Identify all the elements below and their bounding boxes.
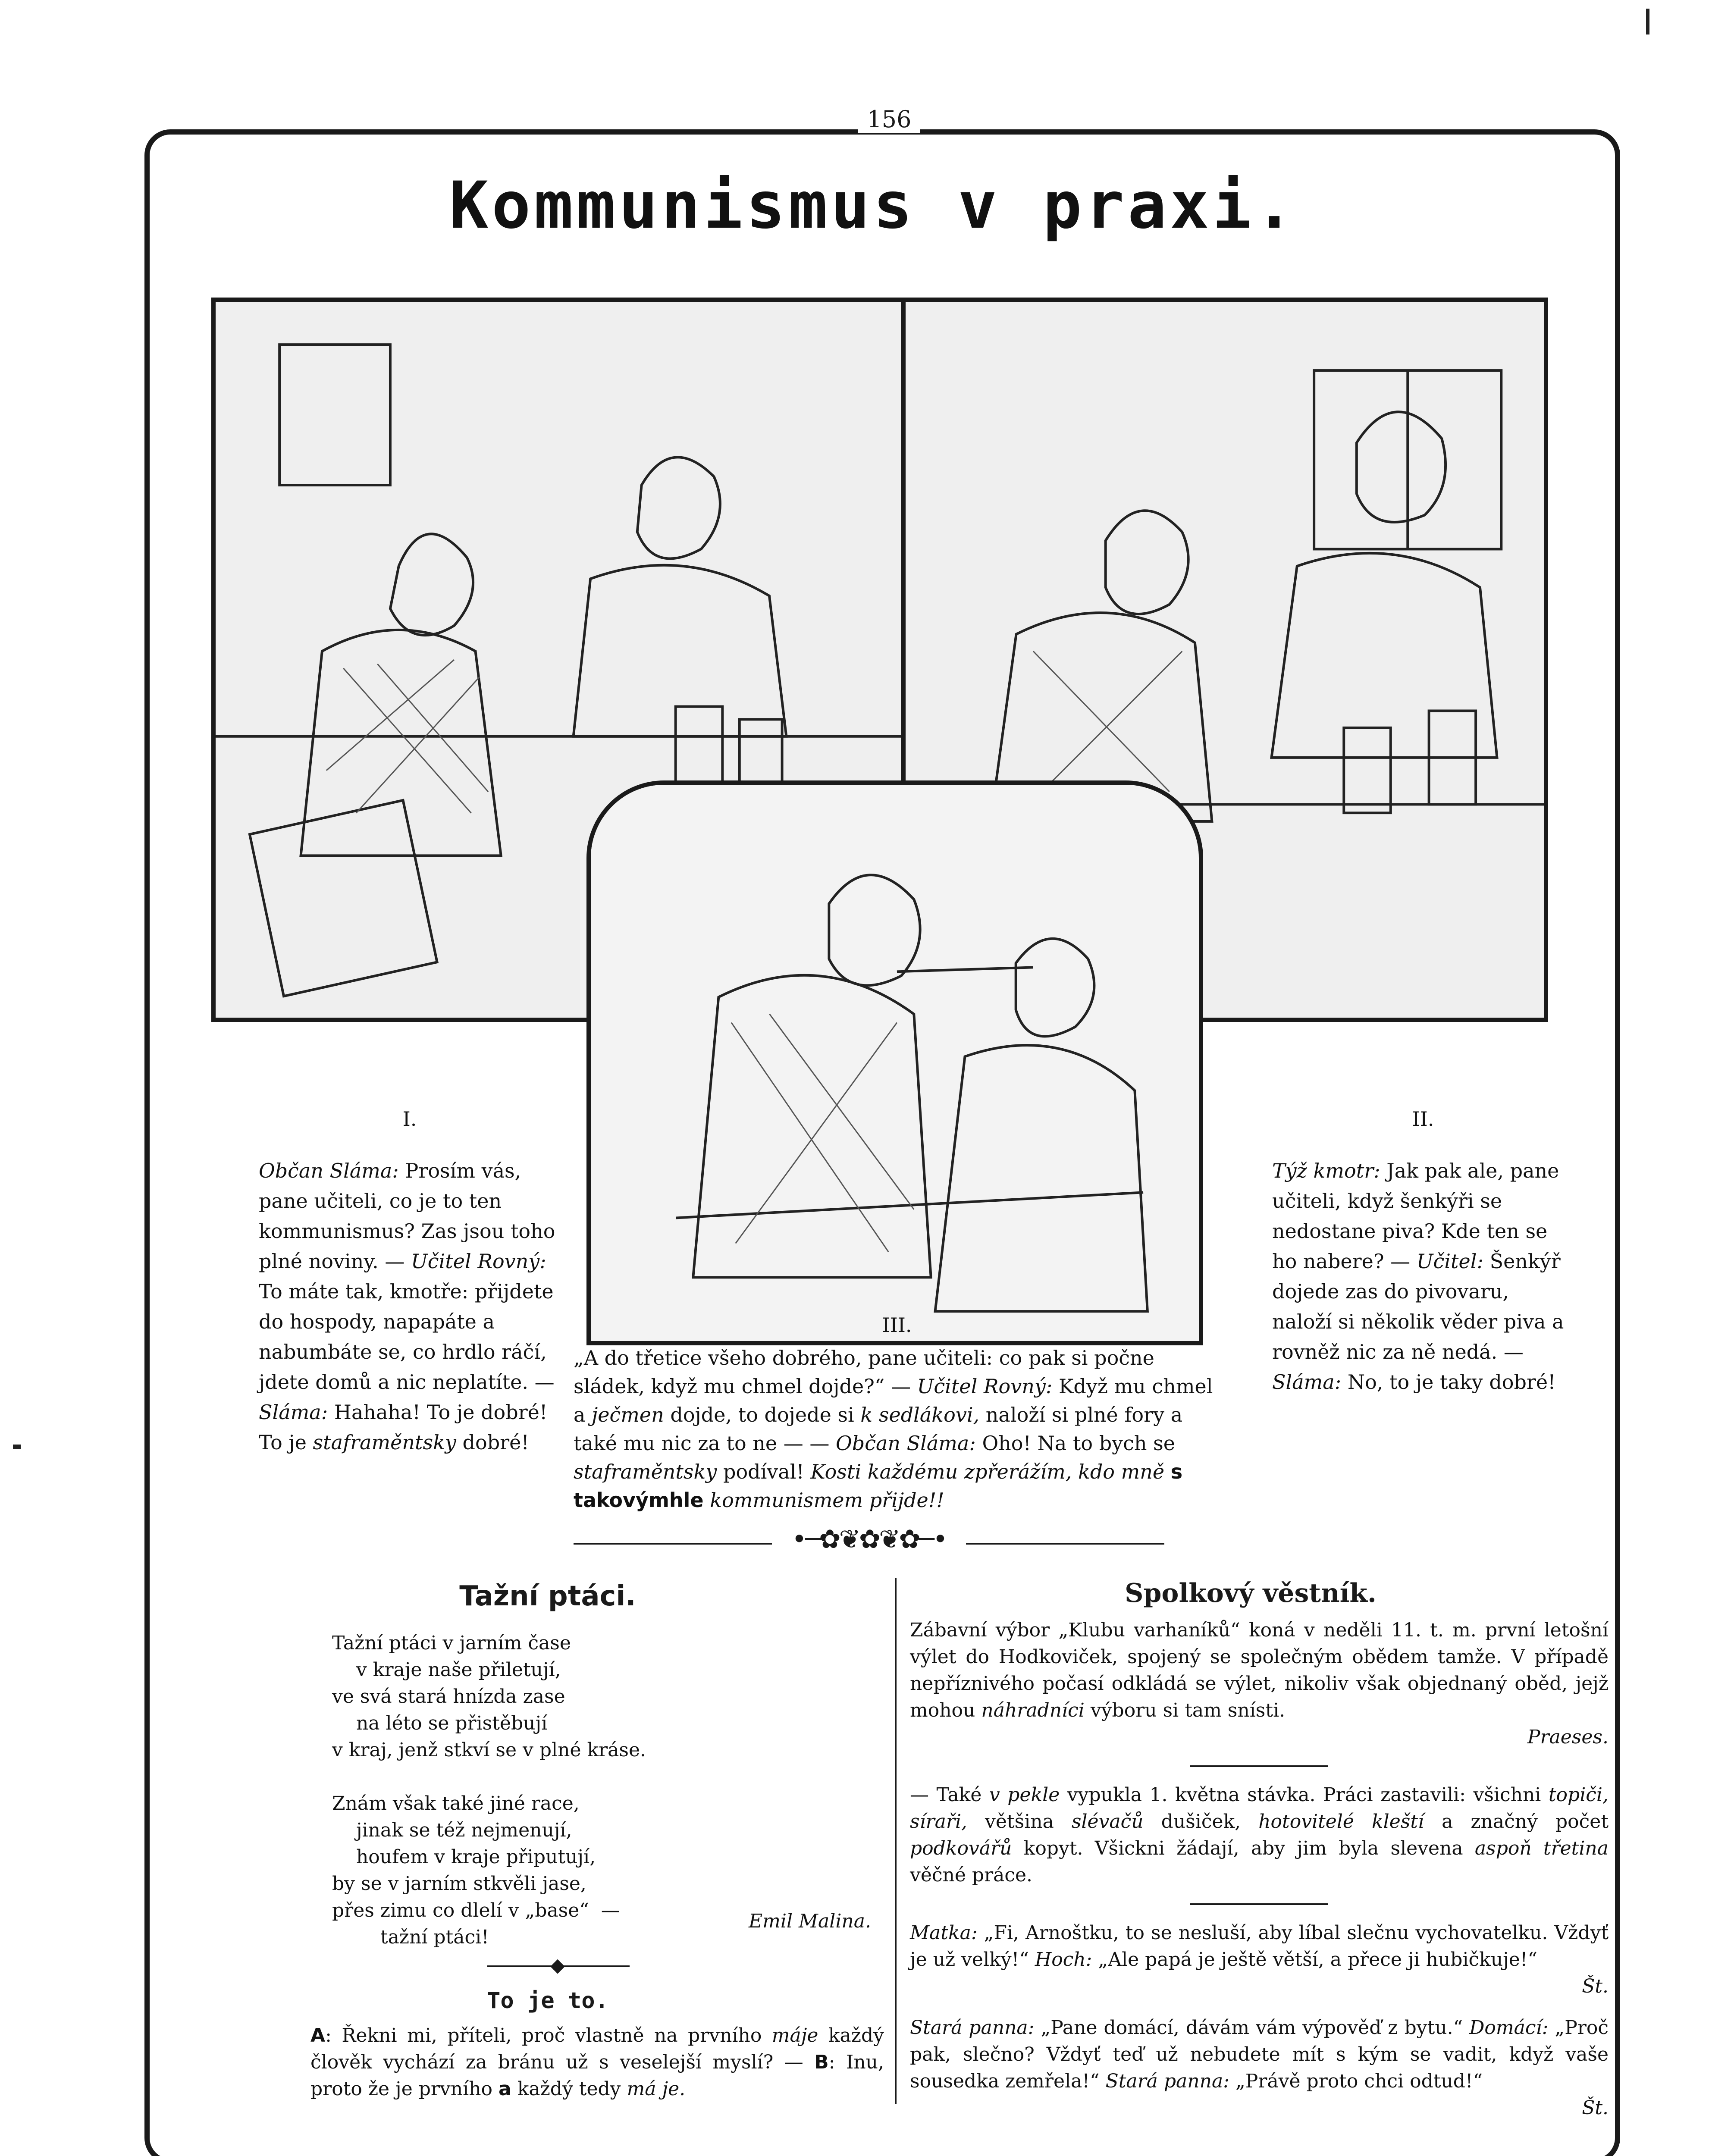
vestnik-run: většina: [967, 1811, 1072, 1833]
vestnik-run: a značný počet: [1424, 1811, 1609, 1833]
caption-run: kommunismem přijde!!: [703, 1489, 944, 1512]
caption-run: Učitel Rovný:: [411, 1250, 546, 1273]
caption-run: Občan Sláma:: [259, 1159, 399, 1182]
caption-run: Oho! Na to bych se: [975, 1432, 1175, 1455]
caption-run: Kosti každému zpřerážím, kdo mně: [810, 1460, 1171, 1483]
vestnik-list: [910, 1617, 1609, 2136]
vestnik-signature: Praeses.: [1527, 1726, 1609, 1748]
caption-run: Šenkýř dojede zas do pivovaru, naloží si několik věder piva a rovněž nic za ně nedá. —: [1272, 1250, 1564, 1363]
caption-run: podíval!: [717, 1460, 811, 1483]
vestnik-run: aspoň třetina: [1474, 1837, 1609, 1859]
vestnik-item: [910, 1617, 1609, 1751]
caption-run: Když mu chmel a: [574, 1375, 1213, 1426]
caption-run: naloží si plné fory a také mu nic za to ne — —: [574, 1403, 1183, 1455]
vestnik-item: [910, 1782, 1609, 1889]
vestnik-title: Spolkový věstník.: [1125, 1578, 1377, 1608]
vestnik-run: kopyt. Všickni žádají, aby jim byla slevena: [1012, 1837, 1475, 1859]
caption-run: Sláma:: [1272, 1370, 1342, 1394]
vestnik-run: „Fi, Arnoštku, to se nesluší, aby líbal slečnu vychovatelku. Vždyť je už velký!“: [910, 1922, 1609, 1971]
vestnik-run: vypukla 1. května stávka. Práci zastavili: všichni: [1060, 1784, 1549, 1806]
caption-run: staframěntsky: [574, 1460, 717, 1483]
joke-run: má je.: [627, 2078, 686, 2100]
vestnik-run: „Proč pak, slečno? Vždyť teď už nebudete mít s kým se vadit, když vaše sousedka zemřela!“: [910, 2017, 1609, 2092]
vestnik-signature: Št.: [1582, 1975, 1609, 1997]
illustration-panel-3: [586, 780, 1203, 1345]
poem-line: Tažní ptáci v jarním čase: [332, 1632, 571, 1654]
joke-text: [310, 2022, 884, 2103]
divider-line: [1190, 1903, 1328, 1905]
diamond-ornament-icon: ◆: [550, 1954, 565, 1976]
poem: [332, 1630, 871, 1951]
vestnik-run: slévačů: [1071, 1811, 1144, 1833]
vestnik-run: topiči, síraři,: [910, 1784, 1609, 1833]
vestnik-run: věčné práce.: [910, 1864, 1033, 1886]
vestnik-run: Matka:: [910, 1922, 978, 1944]
scan-mark: [1646, 9, 1649, 34]
vestnik-run: — Také: [910, 1784, 989, 1806]
joke-title: To je to.: [487, 1988, 608, 2014]
caption-text: [574, 1346, 1213, 1512]
vestnik-signature: Št.: [1582, 2097, 1609, 2119]
tavern-scene-3-illustration: [591, 785, 1199, 1341]
caption-run: Sláma:: [259, 1401, 328, 1424]
caption-run: dobré!: [456, 1431, 529, 1454]
caption-run: ječmen: [592, 1403, 664, 1426]
joke-run: každý člověk vychází za bránu už s veselejší myslí? —: [310, 2024, 884, 2073]
poem-title: Tažní ptáci.: [459, 1580, 636, 1612]
poem-line: tažní ptáci!: [332, 1926, 489, 1948]
poem-line: na léto se přistěbují: [332, 1712, 548, 1734]
caption-run: k sedlákovi,: [860, 1403, 980, 1426]
vestnik-run: „Ale papá je ještě větší, a přece ji hubičkuje!“: [1092, 1949, 1538, 1971]
poem-line: přes zimu co dlelí v „base“ —: [332, 1899, 620, 1921]
poem-line: ve svá stará hnízda zase: [332, 1686, 565, 1708]
vestnik-run: výboru si tam snísti.: [1084, 1699, 1286, 1721]
divider-line: [1190, 1765, 1328, 1767]
joke-run: a: [499, 2078, 511, 2100]
caption-numeral: I.: [402, 1107, 417, 1131]
caption-run: dojde, to dojede si: [664, 1403, 861, 1426]
joke-run: B: [814, 2051, 829, 2073]
caption-panel-3: [574, 1311, 1220, 1514]
caption-run: Týž kmotr:: [1272, 1159, 1380, 1182]
poem-line: houfem v kraje připutují,: [332, 1846, 596, 1868]
divider-line: [574, 1543, 772, 1545]
caption-text: [1272, 1159, 1564, 1394]
caption-run: No, to je taky dobré!: [1341, 1370, 1556, 1394]
caption-panel-1: [259, 1104, 561, 1457]
vestnik-run: Stará panna:: [1105, 2070, 1230, 2092]
caption-text: [259, 1159, 555, 1454]
decorative-ornament-icon: •─✿❦✿❦✿─•: [791, 1524, 947, 1554]
vestnik-run: náhradníci: [981, 1699, 1085, 1721]
joke-run: A: [310, 2024, 326, 2046]
vestnik-item: [910, 2015, 1609, 2122]
vestnik-run: Zábavní výbor „Klubu varhaníků“ koná v neděli 11. t. m. první letošní výlet do Hodkoviček, spojený se společným obědem tamže. V případě nepříznivého počasí odkládá se výlet, nikoliv však objednaný oběd, jejž mohou: [910, 1619, 1609, 1721]
poem-lines: [332, 1630, 871, 1951]
caption-run: staframěntsky: [313, 1431, 456, 1454]
caption-run: Hahaha! To je dobré! To je: [259, 1401, 548, 1454]
caption-numeral: III.: [882, 1313, 912, 1337]
caption-run: Jak pak ale, pane učiteli, když šenkýři se nedostane piva? Kde ten se ho nabere? —: [1272, 1159, 1559, 1273]
vestnik-run: hotovitelé kleští: [1258, 1811, 1424, 1833]
scan-mark: [13, 1445, 21, 1449]
poem-author: Emil Malina.: [749, 1910, 871, 1932]
poem-line: v kraje naše přiletují,: [332, 1659, 561, 1681]
caption-run: s takovýmhle: [574, 1460, 1183, 1512]
vestnik-run: v pekle: [989, 1784, 1060, 1806]
poem-line: jinak se též nejmenují,: [332, 1819, 572, 1841]
caption-run: To máte tak, kmotře: přijdete do hospody, napapáte a nabumbáte se, co hrdlo ráčí, jdete domů a nic neplatíte. —: [259, 1280, 555, 1394]
poem-line: Znám však také jiné race,: [332, 1792, 580, 1814]
joke-run: máje: [771, 2024, 818, 2046]
vestnik-item: [910, 1920, 1609, 2000]
column-divider: [895, 1578, 897, 2104]
poem-line: [332, 1764, 871, 1790]
caption-run: „A do třetice všeho dobrého, pane učiteli: co pak si počne sládek, když mu chmel dojde?“ —: [574, 1346, 1154, 1398]
poem-line: v kraj, jenž stkví se v plné kráse.: [332, 1739, 646, 1761]
poem-line: by se v jarním stkvěli jase,: [332, 1873, 586, 1895]
joke-run: každý tedy: [511, 2078, 627, 2100]
caption-run: Prosím vás, pane učiteli, co je to ten kommunismus? Zas jsou toho plné noviny. —: [259, 1159, 555, 1273]
page-number: 156: [858, 106, 920, 133]
vestnik-run: podkovářů: [910, 1837, 1012, 1859]
joke-run: : Řekni mi, příteli, proč vlastně na prvního: [325, 2024, 772, 2046]
vestnik-run: „Pane domácí, dávám vám výpověď z bytu.“: [1034, 2017, 1470, 2039]
caption-numeral: II.: [1412, 1107, 1434, 1131]
divider-line: [966, 1543, 1164, 1545]
vestnik-run: dušiček,: [1143, 1811, 1259, 1833]
caption-panel-2: [1272, 1104, 1574, 1397]
vestnik-run: Hoch:: [1035, 1949, 1092, 1971]
vestnik-run: Stará panna:: [910, 2017, 1035, 2039]
caption-run: Učitel:: [1416, 1250, 1483, 1273]
caption-run: Učitel Rovný:: [917, 1375, 1053, 1398]
vestnik-run: Domácí:: [1469, 2017, 1549, 2039]
page-title: Kommunismus v praxi.: [449, 168, 1298, 243]
caption-run: Občan Sláma:: [836, 1432, 976, 1455]
joke-run: : Inu, proto že je prvního: [310, 2051, 884, 2100]
vestnik-run: „Právě proto chci odtud!“: [1229, 2070, 1483, 2092]
